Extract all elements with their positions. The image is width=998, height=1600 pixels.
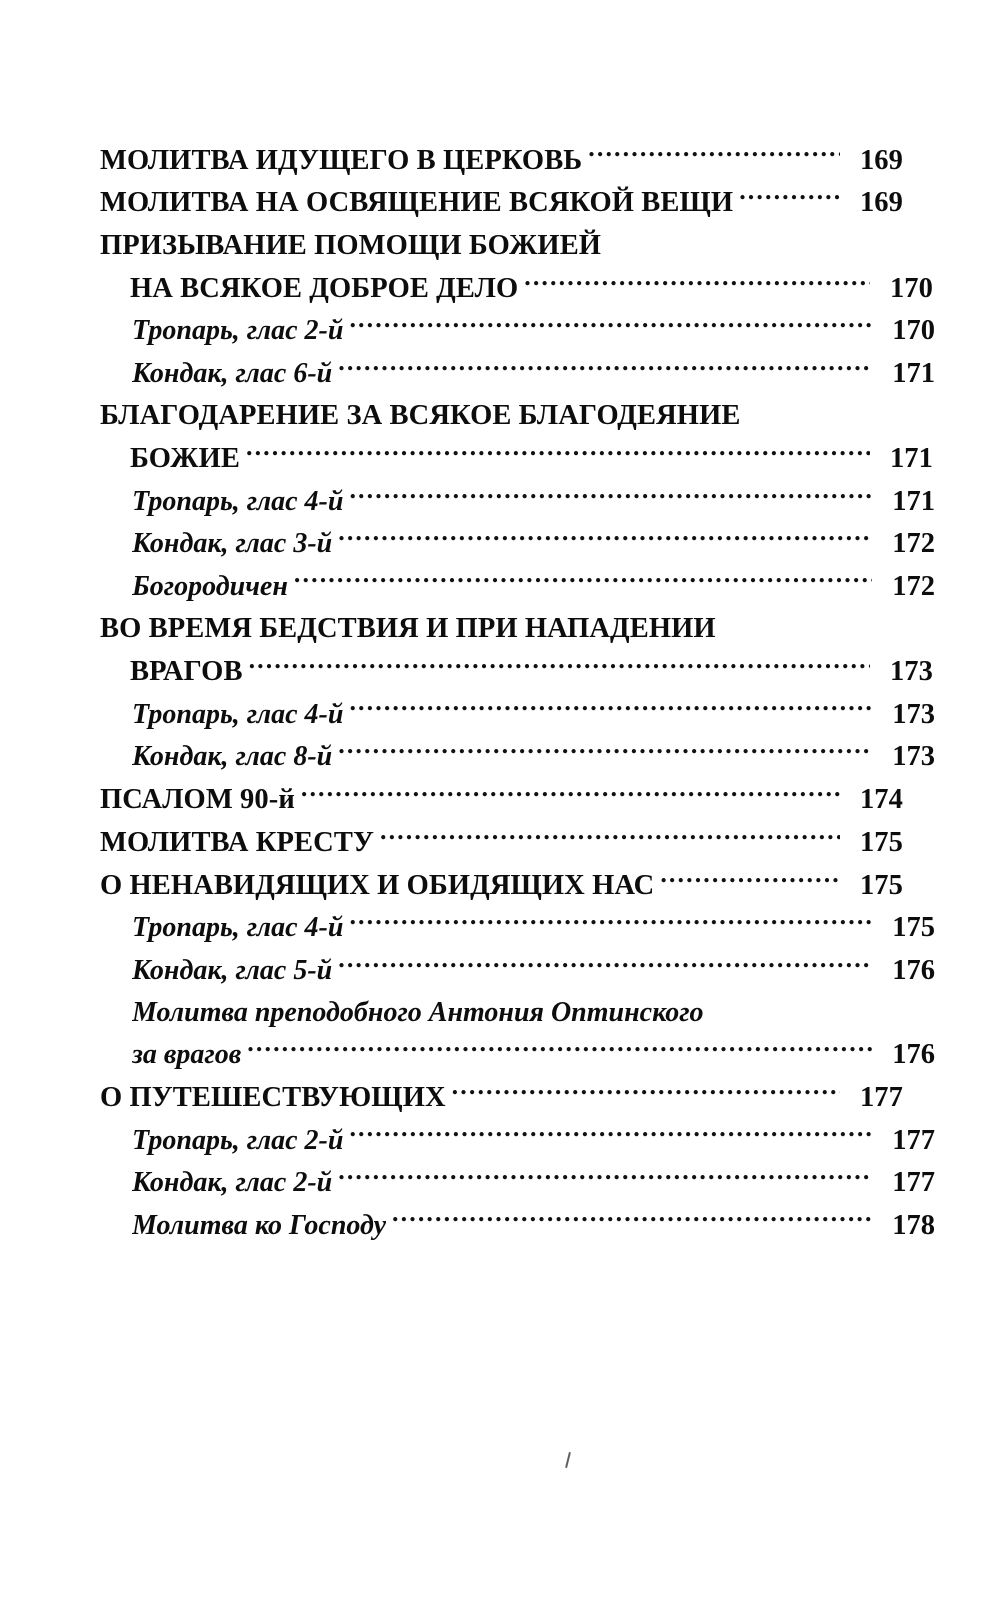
- toc-leader-dots: [349, 695, 872, 723]
- toc-entry-page-number: 169: [859, 187, 903, 219]
- toc-entry[interactable]: [100, 1163, 935, 1203]
- toc-entry-title: ПСАЛОМ 90-й: [100, 784, 295, 816]
- toc-entry-title: БЛАГОДАРЕНИЕ ЗА ВСЯКОЕ БЛАГОДЕЯНИЕ: [100, 400, 741, 432]
- toc-leader-dots: [349, 1121, 872, 1149]
- toc-entry-title: БОЖИЕ: [130, 443, 240, 475]
- toc-entry-page-number: 175: [859, 869, 903, 901]
- toc-entry[interactable]: [100, 226, 903, 266]
- toc-entry-page-number: 170: [892, 315, 935, 347]
- toc-leader-dots: [739, 183, 840, 212]
- toc-entry[interactable]: [100, 1206, 935, 1246]
- toc-entry-title: Тропарь, глас 4-й: [132, 912, 344, 944]
- toc-entry-title: О ПУТЕШЕСТВУЮЩИХ: [100, 1082, 446, 1114]
- toc-entry[interactable]: [100, 183, 903, 224]
- toc-entry-title: Кондак, глас 8-й: [132, 741, 333, 773]
- toc-entry-page-number: 173: [889, 656, 933, 688]
- toc-entry-page-number: 177: [892, 1167, 935, 1199]
- toc-entry-page-number: 171: [892, 485, 935, 517]
- toc-entry[interactable]: [100, 695, 935, 735]
- toc-entry-title: О НЕНАВИДЯЩИХ И ОБИДЯЩИХ НАС: [100, 869, 655, 901]
- toc-leader-dots: [246, 439, 870, 468]
- toc-entry-page-number: 177: [859, 1082, 903, 1114]
- toc-entry-page-number: 172: [892, 570, 935, 602]
- toc-entry-page-number: 176: [892, 1039, 935, 1071]
- toc-entry-page-number: 174: [859, 784, 903, 816]
- toc-leader-dots: [392, 1206, 872, 1234]
- toc-entry-page-number: 176: [892, 954, 935, 986]
- toc-entry[interactable]: [100, 1078, 903, 1119]
- toc-leader-dots: [338, 1163, 872, 1191]
- toc-entry-title: за врагов: [132, 1039, 242, 1071]
- toc-leader-dots: [349, 908, 872, 936]
- toc-leader-dots: [349, 482, 872, 510]
- toc-entry-page-number: 170: [889, 272, 933, 304]
- toc-entry[interactable]: [100, 951, 935, 991]
- toc-entry[interactable]: [100, 396, 903, 436]
- toc-entry[interactable]: [100, 652, 933, 693]
- toc-entry-page-number: 173: [892, 741, 935, 773]
- toc-leader-dots: [349, 311, 872, 339]
- toc-entry-title: Тропарь, глас 2-й: [132, 315, 344, 347]
- toc-entry[interactable]: [100, 567, 935, 607]
- toc-leader-dots: [338, 354, 872, 382]
- toc-entry-title: Молитва преподобного Антония Оптинского: [132, 997, 704, 1029]
- page-mark: [565, 1452, 571, 1468]
- toc-entry-title: НА ВСЯКОЕ ДОБРОЕ ДЕЛО: [130, 272, 519, 304]
- toc-entry-page-number: 173: [892, 698, 935, 730]
- toc-entry-title: МОЛИТВА НА ОСВЯЩЕНИЕ ВСЯКОЙ ВЕЩИ: [100, 187, 734, 219]
- toc-entry[interactable]: [100, 140, 903, 181]
- toc-entry-page-number: 175: [892, 912, 935, 944]
- toc-entry[interactable]: [100, 993, 935, 1033]
- toc-entry[interactable]: [100, 354, 935, 394]
- toc-entry-title: ПРИЗЫВАНИЕ ПОМОЩИ БОЖИЕЙ: [100, 229, 602, 261]
- toc-leader-dots: [338, 951, 872, 979]
- toc-entry[interactable]: [100, 311, 935, 351]
- toc-leader-dots: [380, 823, 840, 852]
- toc-leader-dots: [338, 524, 872, 552]
- toc-entry-title: Тропарь, глас 4-й: [132, 698, 344, 730]
- toc-entry[interactable]: [100, 609, 903, 649]
- toc-entry-page-number: 171: [889, 443, 933, 475]
- toc-entry[interactable]: [100, 823, 903, 864]
- toc-leader-dots: [249, 652, 870, 681]
- toc-entry-title: ВО ВРЕМЯ БЕДСТВИЯ И ПРИ НАПАДЕНИИ: [100, 613, 716, 645]
- toc-entry-title: МОЛИТВА КРЕСТУ: [100, 827, 374, 858]
- toc-entry-title: Кондак, глас 3-й: [132, 528, 333, 560]
- toc-entry-title: Кондак, глас 6-й: [132, 357, 333, 389]
- toc-leader-dots: [247, 1035, 872, 1063]
- toc-entry-title: Кондак, глас 2-й: [132, 1167, 333, 1199]
- toc-leader-dots: [452, 1078, 840, 1107]
- toc-entry-title: МОЛИТВА ИДУЩЕГО В ЦЕРКОВЬ: [100, 144, 583, 176]
- toc-leader-dots: [338, 737, 872, 765]
- toc-entry-title: Тропарь, глас 4-й: [132, 485, 344, 517]
- toc-entry[interactable]: [100, 908, 935, 948]
- toc-leader-dots: [588, 140, 840, 169]
- toc-entry[interactable]: [100, 1035, 935, 1075]
- toc-entry-title: Молитва ко Господу: [132, 1209, 387, 1241]
- toc-entry[interactable]: [100, 268, 933, 309]
- toc-entry-title: Тропарь, глас 2-й: [132, 1124, 344, 1156]
- toc-entry[interactable]: [100, 1121, 935, 1161]
- toc-entry-page-number: 178: [892, 1209, 935, 1241]
- toc-entry-title: ВРАГОВ: [130, 656, 243, 688]
- toc-entry-page-number: 169: [859, 144, 903, 176]
- toc-entry-page-number: 175: [859, 827, 903, 858]
- toc-entry-title: Богородичен: [132, 570, 288, 602]
- toc-leader-dots: [660, 865, 840, 894]
- toc-leader-dots: [301, 780, 840, 809]
- toc-entry[interactable]: [100, 780, 903, 821]
- toc-entry[interactable]: [100, 865, 903, 906]
- toc-entry[interactable]: [100, 482, 935, 522]
- toc-entry[interactable]: [100, 737, 935, 777]
- toc-entry-page-number: 177: [892, 1124, 935, 1156]
- toc-entry-page-number: 171: [892, 357, 935, 389]
- toc-entry-title: Кондак, глас 5-й: [132, 954, 333, 986]
- toc-entry[interactable]: [100, 439, 933, 480]
- toc-entry-page-number: 172: [892, 528, 935, 560]
- toc-leader-dots: [524, 268, 870, 297]
- toc-leader-dots: [294, 567, 872, 595]
- table-of-contents: [100, 140, 935, 1246]
- toc-entry[interactable]: [100, 524, 935, 564]
